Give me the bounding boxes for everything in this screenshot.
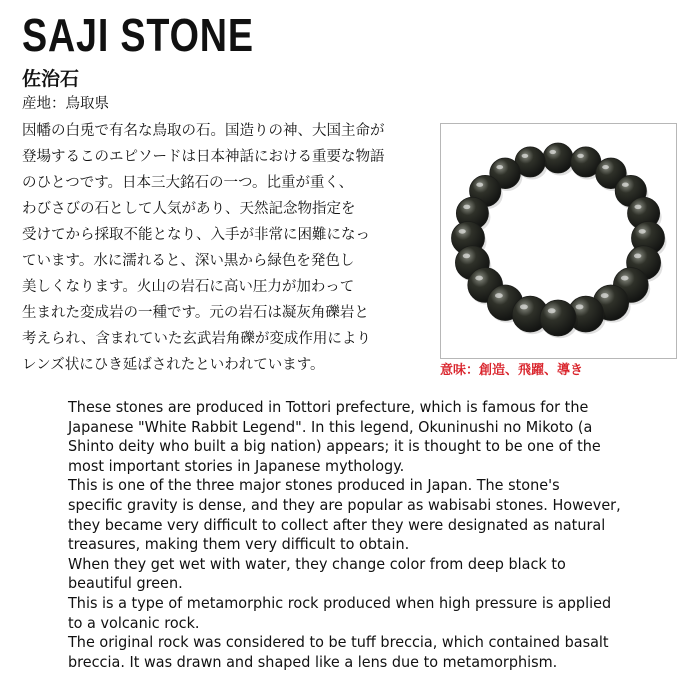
japanese-line: のひとつです。日本三大銘石の一つ。比重が重く、 bbox=[22, 175, 354, 191]
japanese-line: わびさびの石として人気があり、天然記念物指定を bbox=[22, 201, 356, 217]
bead-glint bbox=[459, 229, 466, 234]
bead-glint bbox=[576, 304, 584, 309]
bead-glint bbox=[601, 293, 609, 298]
japanese-line: 受けてから採取不能となり、入手が非常に困難になっ bbox=[22, 227, 370, 243]
english-line: The original rock was considered to be tuff breccia, which contained basalt bbox=[68, 633, 609, 652]
english-line: most important stories in Japanese mythology. bbox=[68, 456, 405, 475]
bead-glint bbox=[634, 205, 641, 209]
bead-glint bbox=[496, 165, 503, 169]
bead-glint bbox=[520, 304, 528, 309]
english-line: This is one of the three major stones produced in Japan. The stone's bbox=[68, 476, 560, 495]
bead-glint bbox=[577, 154, 584, 158]
japanese-line: レンズ状にひき延ばされたといわれています。 bbox=[22, 357, 325, 373]
english-line: treasures, making them very difficult to obtain. bbox=[68, 535, 410, 554]
bead-glint bbox=[476, 183, 483, 187]
english-line: These stones are produced in Tottori prefecture, which is famous for the bbox=[68, 398, 589, 416]
bead-glint bbox=[463, 205, 470, 209]
bead-glint bbox=[621, 276, 629, 281]
japanese-line: ています。水に濡れると、深い黒から緑色を発色し bbox=[22, 253, 355, 269]
meaning-label: 意味：創造、飛躍、導き bbox=[440, 363, 584, 378]
origin-label: 産地：鳥取県 bbox=[22, 96, 109, 112]
bead-glint bbox=[548, 308, 556, 313]
bead-glint bbox=[634, 254, 641, 259]
bead-glint bbox=[549, 150, 556, 154]
stone-name-japanese: 佐治石 bbox=[22, 68, 80, 90]
bead-glint bbox=[522, 154, 529, 158]
english-description bbox=[68, 398, 668, 672]
english-line: they became very difficult to collect after they were designated as natural bbox=[68, 515, 606, 534]
bead bbox=[540, 300, 576, 336]
bead bbox=[543, 143, 573, 173]
english-line: This is a type of metamorphic rock produced when high pressure is applied bbox=[68, 593, 612, 612]
english-line: beautiful green. bbox=[68, 574, 183, 593]
japanese-line: 生まれた変成岩の一種です。元の岩石は凝灰角礫岩と bbox=[22, 305, 369, 321]
bead-glint bbox=[639, 229, 646, 234]
japanese-line: 登場するこのエピソードは日本神話における重要な物語 bbox=[22, 149, 385, 165]
japanese-description bbox=[22, 118, 422, 378]
bead-glint bbox=[463, 254, 470, 259]
bead-glint bbox=[475, 276, 483, 281]
bead-glint bbox=[602, 165, 609, 169]
japanese-line: 考えられ、含まれていた玄武岩角礫が変成作用により bbox=[22, 331, 371, 347]
bead-bracelet-icon bbox=[441, 124, 676, 358]
product-photo bbox=[440, 123, 677, 359]
english-line: Shinto deity who built a big nation) appears; it is thought to be one of the bbox=[68, 437, 601, 456]
english-line: specific gravity is dense, and they are popular as wabisabi stones. However, bbox=[68, 495, 621, 514]
bead-glint bbox=[622, 183, 629, 187]
page-title: SAJI STONE bbox=[22, 9, 254, 61]
japanese-line: 因幡の白兎で有名な鳥取の石。国造りの神、大国主命が bbox=[22, 123, 385, 139]
english-line: Japanese "White Rabbit Legend". In this legend, Okuninushi no Mikoto (a bbox=[68, 417, 593, 436]
english-line: When they get wet with water, they change color from deep black to bbox=[68, 554, 566, 573]
bead-glint bbox=[495, 293, 503, 298]
japanese-line: 美しくなります。火山の岩石に高い圧力が加わって bbox=[22, 279, 355, 295]
english-line: to a volcanic rock. bbox=[68, 613, 200, 632]
english-line: breccia. It was drawn and shaped like a lens due to metamorphism. bbox=[68, 652, 558, 671]
